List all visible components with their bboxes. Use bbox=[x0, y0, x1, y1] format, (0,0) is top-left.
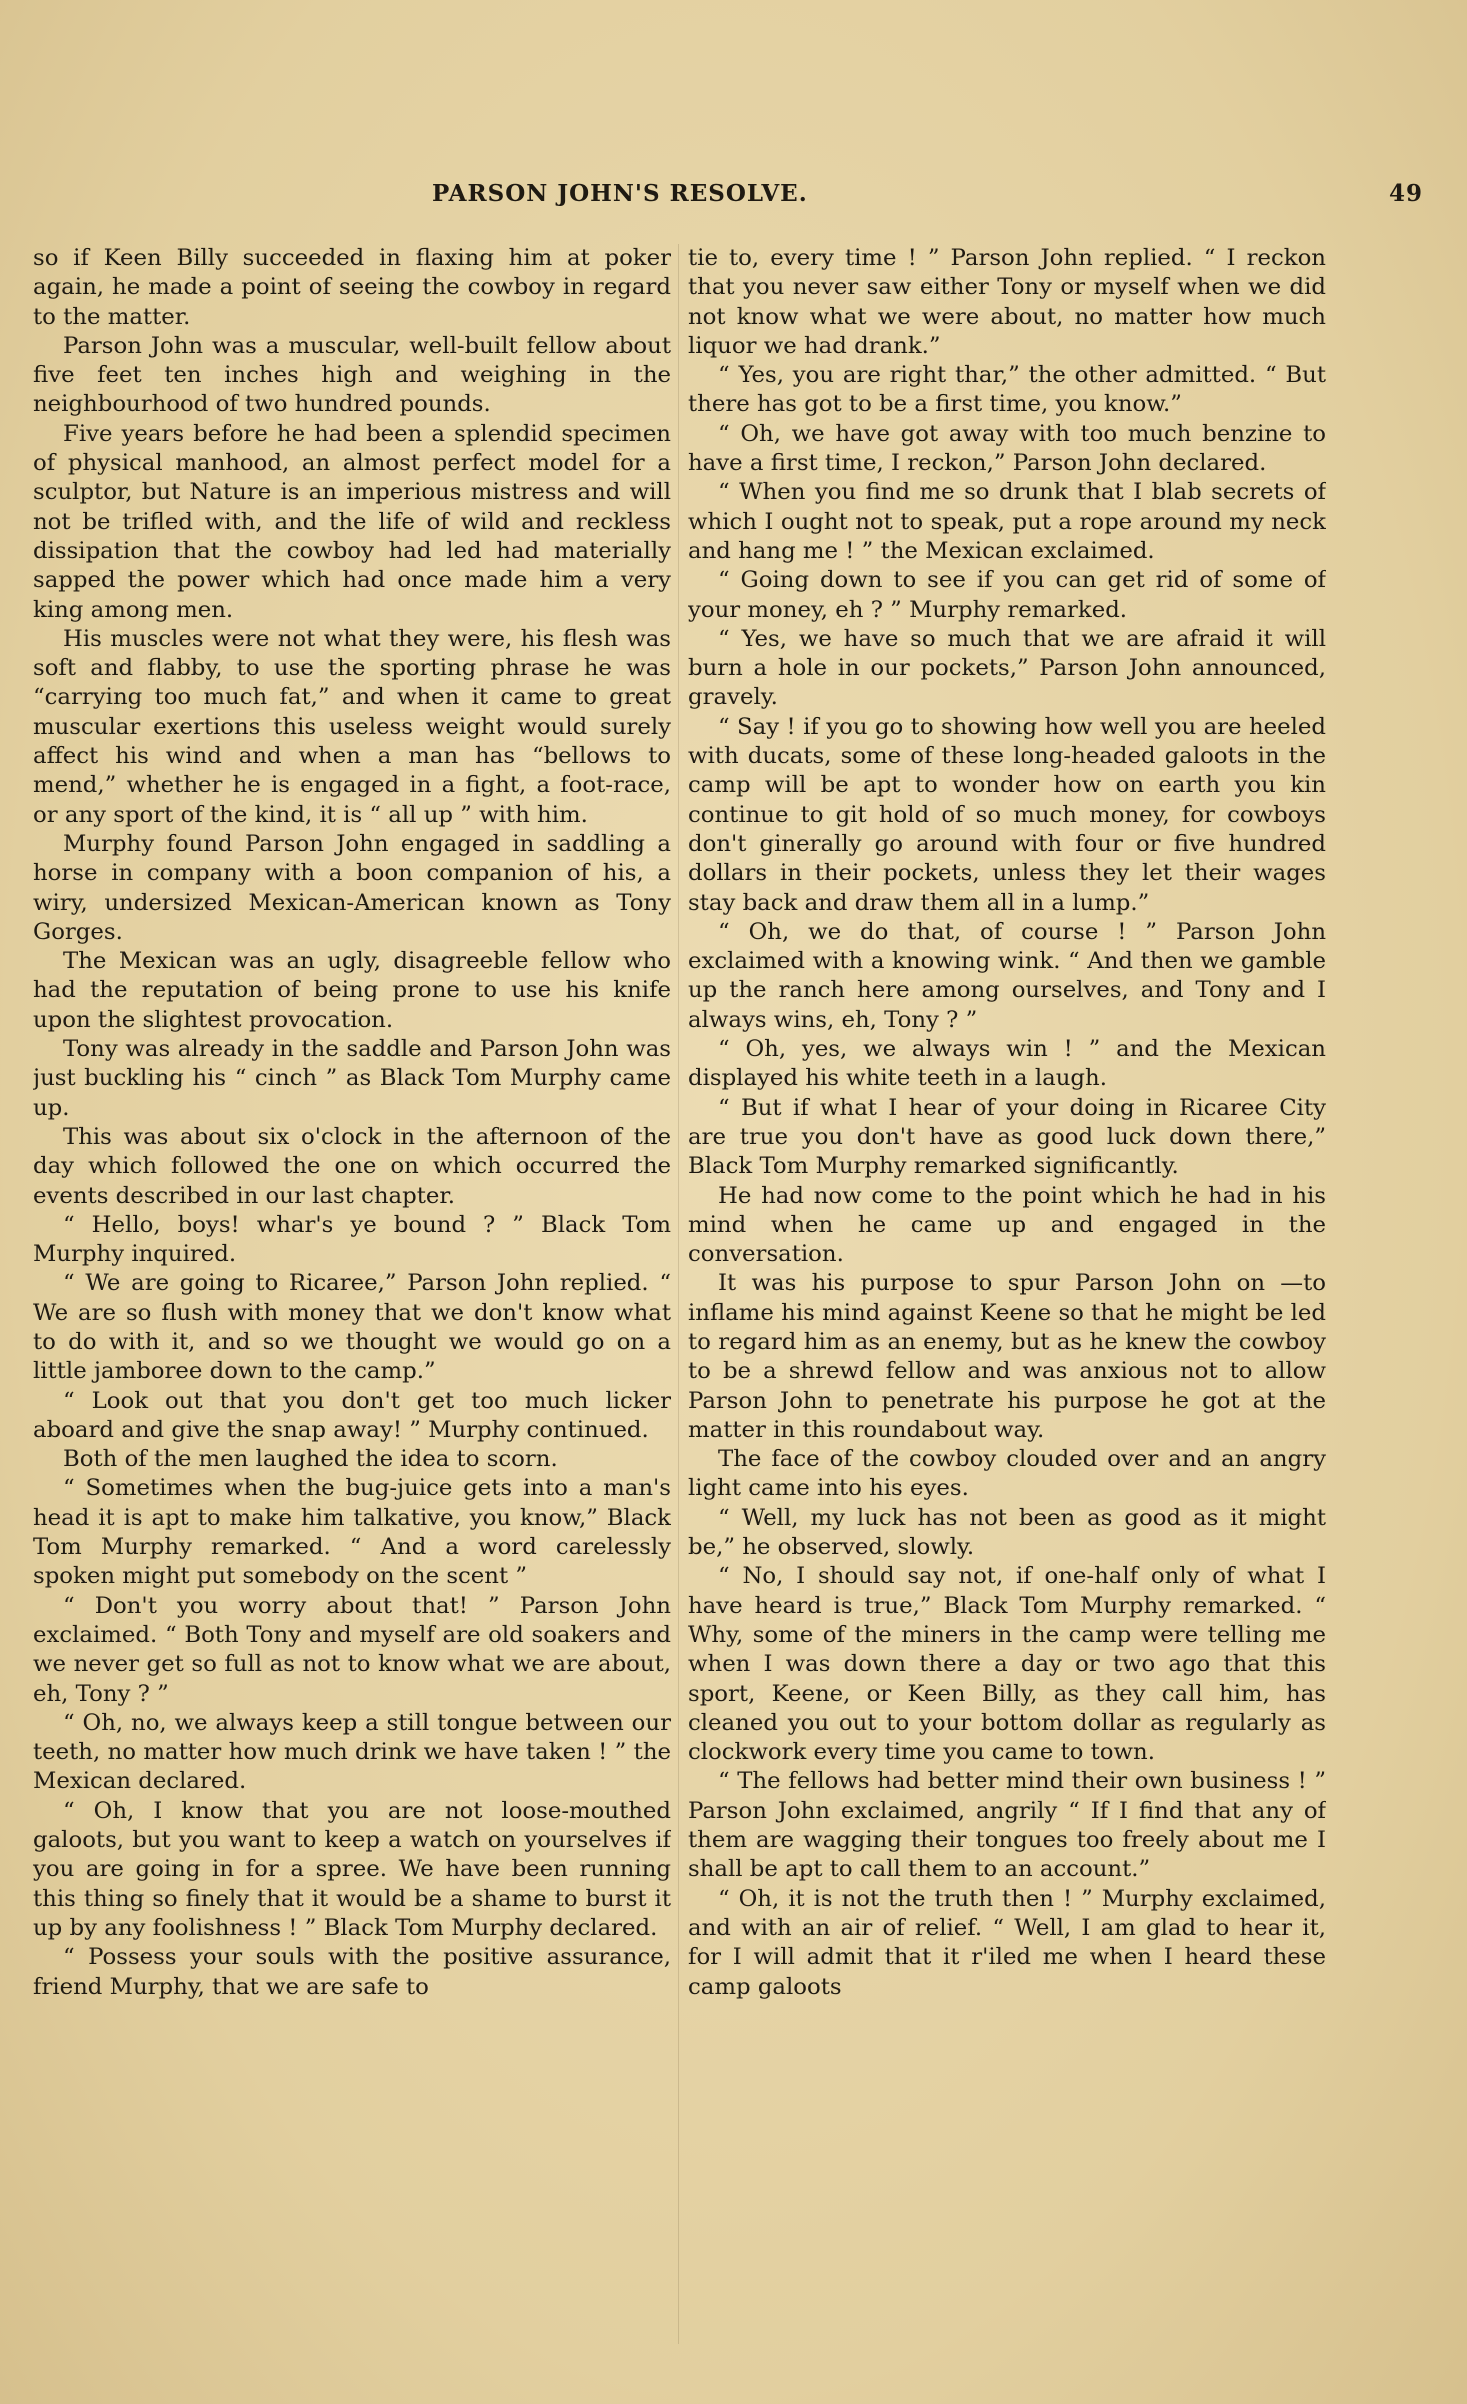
paragraph: “ Oh, it is not the truth then ! ” Murphy exclaimed, and with an air of relief. “ Well, I am glad to hear it, for I will admit that it r'iled me when I heard these camp galoots bbox=[688, 1885, 1326, 2000]
paragraph: The Mexican was an ugly, disagreeble fellow who had the reputation of being prone to use his knife upon the slightest provocation. bbox=[33, 948, 671, 1033]
paragraph: “ Oh, we do that, of course ! ” Parson John exclaimed with a knowing wink. “ And then we gamble up the ranch here among ourselves, and Tony and I always wins, eh, Tony ? ” bbox=[688, 918, 1326, 1033]
paragraph: Parson John was a muscular, well-built fellow about five feet ten inches high and weighing in the neighbourhood of two hundred pounds. bbox=[33, 332, 671, 418]
paragraph: “ The fellows had better mind their own business ! ” Parson John exclaimed, angrily “ If I find that any of them are wagging their tongues too freely about me I shall be apt to call them to an account.” bbox=[688, 1768, 1326, 1883]
paragraph: “ We are going to Ricaree,” Parson John replied. “ We are so flush with money that we don't know what to do with it, and so we thought we would go on a little jamboree down to the camp.” bbox=[33, 1270, 671, 1385]
paragraph: “ Say ! if you go to showing how well you are heeled with ducats, some of these long-headed galoots in the camp will be apt to wonder how on earth you kin continue to git hold of so much money, for cowboys don't ginerally go around with four or five hundred dollars in their pockets, unless they let their wages stay back and draw them all in a lump.” bbox=[688, 713, 1326, 916]
paragraph: “ Look out that you don't get too much licker aboard and give the snap away! ” Murphy continued. bbox=[33, 1387, 671, 1443]
paragraph: Murphy found Parson John engaged in saddling a horse in company with a boon companion of his, a wiry, undersized Mexican-American known as Tony Gorges. bbox=[33, 830, 671, 945]
paragraph: “ Oh, we have got away with too much benzine to have a first time, I reckon,” Parson John declared. bbox=[688, 420, 1326, 477]
paragraph: “ Yes, you are right thar,” the other admitted. “ But there has got to be a first time, you know.” bbox=[688, 362, 1326, 418]
right-column bbox=[688, 244, 1326, 2374]
paragraph: Tony was already in the saddle and Parson John was just buckling his “ cinch ” as Black Tom Murphy came up. bbox=[33, 1036, 671, 1121]
paragraph: “ Oh, I know that you are not loose-mouthed galoots, but you want to keep a watch on yourselves if you are going in for a spree. We have been running this thing so finely that it would be a shame to burst it up by any foolishness ! ” Black Tom Murphy declared. bbox=[33, 1797, 671, 1941]
paragraph: His muscles were not what they were, his flesh was soft and flabby, to use the sporting phrase he was “carrying too much fat,” and when it came to great muscular exertions this useless weight would surely affect his wind and when a man has “bellows to mend,” whether he is engaged in a fight, a foot-race, or any sport of the kind, it is “ all up ” with him. bbox=[33, 625, 671, 828]
paragraph: “ But if what I hear of your doing in Ricaree City are true you don't have as good luck down there,” Black Tom Murphy remarked significantly. bbox=[688, 1094, 1326, 1180]
paragraph: Five years before he had been a splendid specimen of physical manhood, an almost perfect model for a sculptor, but Nature is an imperious mistress and will not be trifled with, and the life of wild and reckless dissipation that the cowboy had led had materially sapped the power which had once made him a very king among men. bbox=[33, 420, 671, 623]
paragraph: tie to, every time ! ” Parson John replied. “ I reckon that you never saw either Tony or myself when we did not know what we were about, no matter how much liquor we had drank.” bbox=[688, 245, 1326, 359]
paragraph: The face of the cowboy clouded over and an angry light came into his eyes. bbox=[688, 1446, 1326, 1502]
paragraph: Both of the men laughed the idea to scorn. bbox=[63, 1446, 558, 1473]
paragraph: “ Well, my luck has not been as good as it might be,” he observed, slowly. bbox=[688, 1504, 1326, 1561]
paragraph: “ Hello, boys! whar's ye bound ? ” Black Tom Murphy inquired. bbox=[33, 1211, 671, 1268]
column-divider bbox=[678, 244, 679, 2344]
paragraph: “ Sometimes when the bug-juice gets into a man's head it is apt to make him talkative, you know,” Black Tom Murphy remarked. “ And a word carelessly spoken might put somebody on the scent ” bbox=[33, 1475, 671, 1590]
paragraph: “ When you find me so drunk that I blab secrets of which I ought not to speak, put a rope around my neck and hang me ! ” the Mexican exclaimed. bbox=[688, 479, 1326, 564]
paragraph: “ No, I should say not, if one-half only of what I have heard is true,” Black Tom Murphy remarked. “ Why, some of the miners in the camp were telling me when I was down there a day or two ago that this sport, Keene, or Keen Billy, as they call him, has cleaned you out to your bottom dollar as regularly as clockwork every time you came to town. bbox=[688, 1563, 1326, 1766]
paragraph: “ Don't you worry about that! ” Parson John exclaimed. “ Both Tony and myself are old soakers and we never get so full as not to know what we are about, eh, Tony ? ” bbox=[33, 1592, 671, 1707]
paragraph: “ Oh, no, we always keep a still tongue between our teeth, no matter how much drink we have taken ! ” the Mexican declared. bbox=[33, 1709, 671, 1795]
paragraph: This was about six o'clock in the afternoon of the day which followed the one on which occurred the events described in our last chapter. bbox=[33, 1123, 671, 1209]
running-title: PARSON JOHN'S RESOLVE. bbox=[432, 180, 808, 207]
paragraph: “ Yes, we have so much that we are afraid it will burn a hole in our pockets,” Parson John announced, gravely. bbox=[688, 625, 1326, 711]
paragraph: He had now come to the point which he had in his mind when he came up and engaged in the conversation. bbox=[688, 1182, 1326, 1268]
paragraph: so if Keen Billy succeeded in flaxing him at poker again, he made a point of seeing the cowboy in regard to the matter. bbox=[33, 245, 671, 330]
running-header bbox=[24, 176, 1423, 216]
page-number: 49 bbox=[1388, 180, 1423, 207]
paragraph: “ Going down to see if you can get rid of some of your money, eh ? ” Murphy remarked. bbox=[688, 567, 1326, 623]
left-column bbox=[33, 244, 671, 2374]
paragraph: “ Possess your souls with the positive assurance, friend Murphy, that we are safe to bbox=[33, 1944, 671, 2000]
paragraph: It was his purpose to spur Parson John on —to inflame his mind against Keene so that he might be led to regard him as an enemy, but as he knew the cowboy to be a shrewd fellow and was anxious not to allow Parson John to penetrate his purpose he got at the matter in this roundabout way. bbox=[688, 1270, 1326, 1443]
paragraph: “ Oh, yes, we always win ! ” and the Mexican displayed his white teeth in a laugh. bbox=[688, 1036, 1326, 1092]
